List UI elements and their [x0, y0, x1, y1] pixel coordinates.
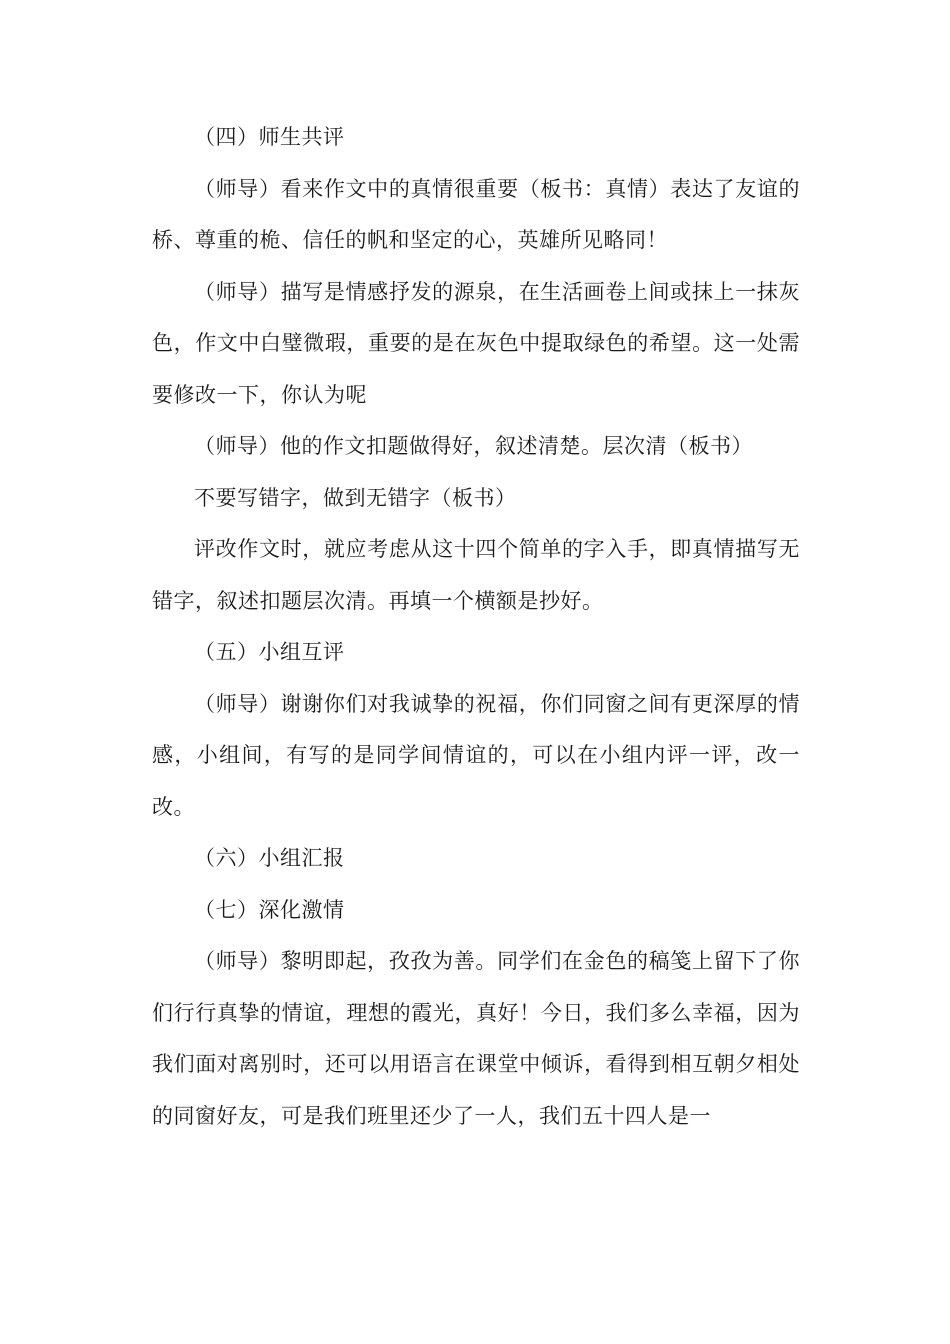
- paragraph: （师导）他的作文扣题做得好，叙述清楚。层次清（板书）: [194, 434, 753, 458]
- document-body: [152, 112, 800, 1142]
- section-heading-5: （五）小组互评: [194, 640, 345, 664]
- paragraph: （师导）谢谢你们对我诚挚的祝福，你们同窗之间有更深厚的情感，小组间，有写的是同学间情谊的，可以在小组内评一评，改一改。: [152, 691, 800, 819]
- paragraph: （师导）描写是情感抒发的源泉，在生活画卷上间或抹上一抹灰色，作文中白璧微瑕，重要的是在灰色中提取绿色的希望。这一处需要修改一下，你认为呢: [152, 279, 800, 407]
- section-heading-6: （六）小组汇报: [194, 846, 345, 870]
- paragraph: （师导）黎明即起，孜孜为善。同学们在金色的稿笺上留下了你们行行真挚的情谊，理想的霞光，真好！今日，我们多么幸福，因为我们面对离别时，还可以用语言在课堂中倾诉，看得到相互朝夕相处的同窗好友，可是我们班里还少了一人，我们五十四人是一: [152, 949, 800, 1128]
- paragraph: （师导）看来作文中的真情很重要（板书：真情）表达了友谊的桥、尊重的桅、信任的帆和坚定的心，英雄所见略同！: [152, 176, 800, 252]
- section-heading-4: （四）师生共评: [194, 125, 345, 149]
- paragraph: 评改作文时，就应考虑从这十四个简单的字入手，即真情描写无错字，叙述扣题层次清。再填一个横额是抄好。: [152, 537, 800, 613]
- section-heading-7: （七）深化激情: [194, 897, 345, 922]
- paragraph: 不要写错字，做到无错字（板书）: [194, 485, 517, 510]
